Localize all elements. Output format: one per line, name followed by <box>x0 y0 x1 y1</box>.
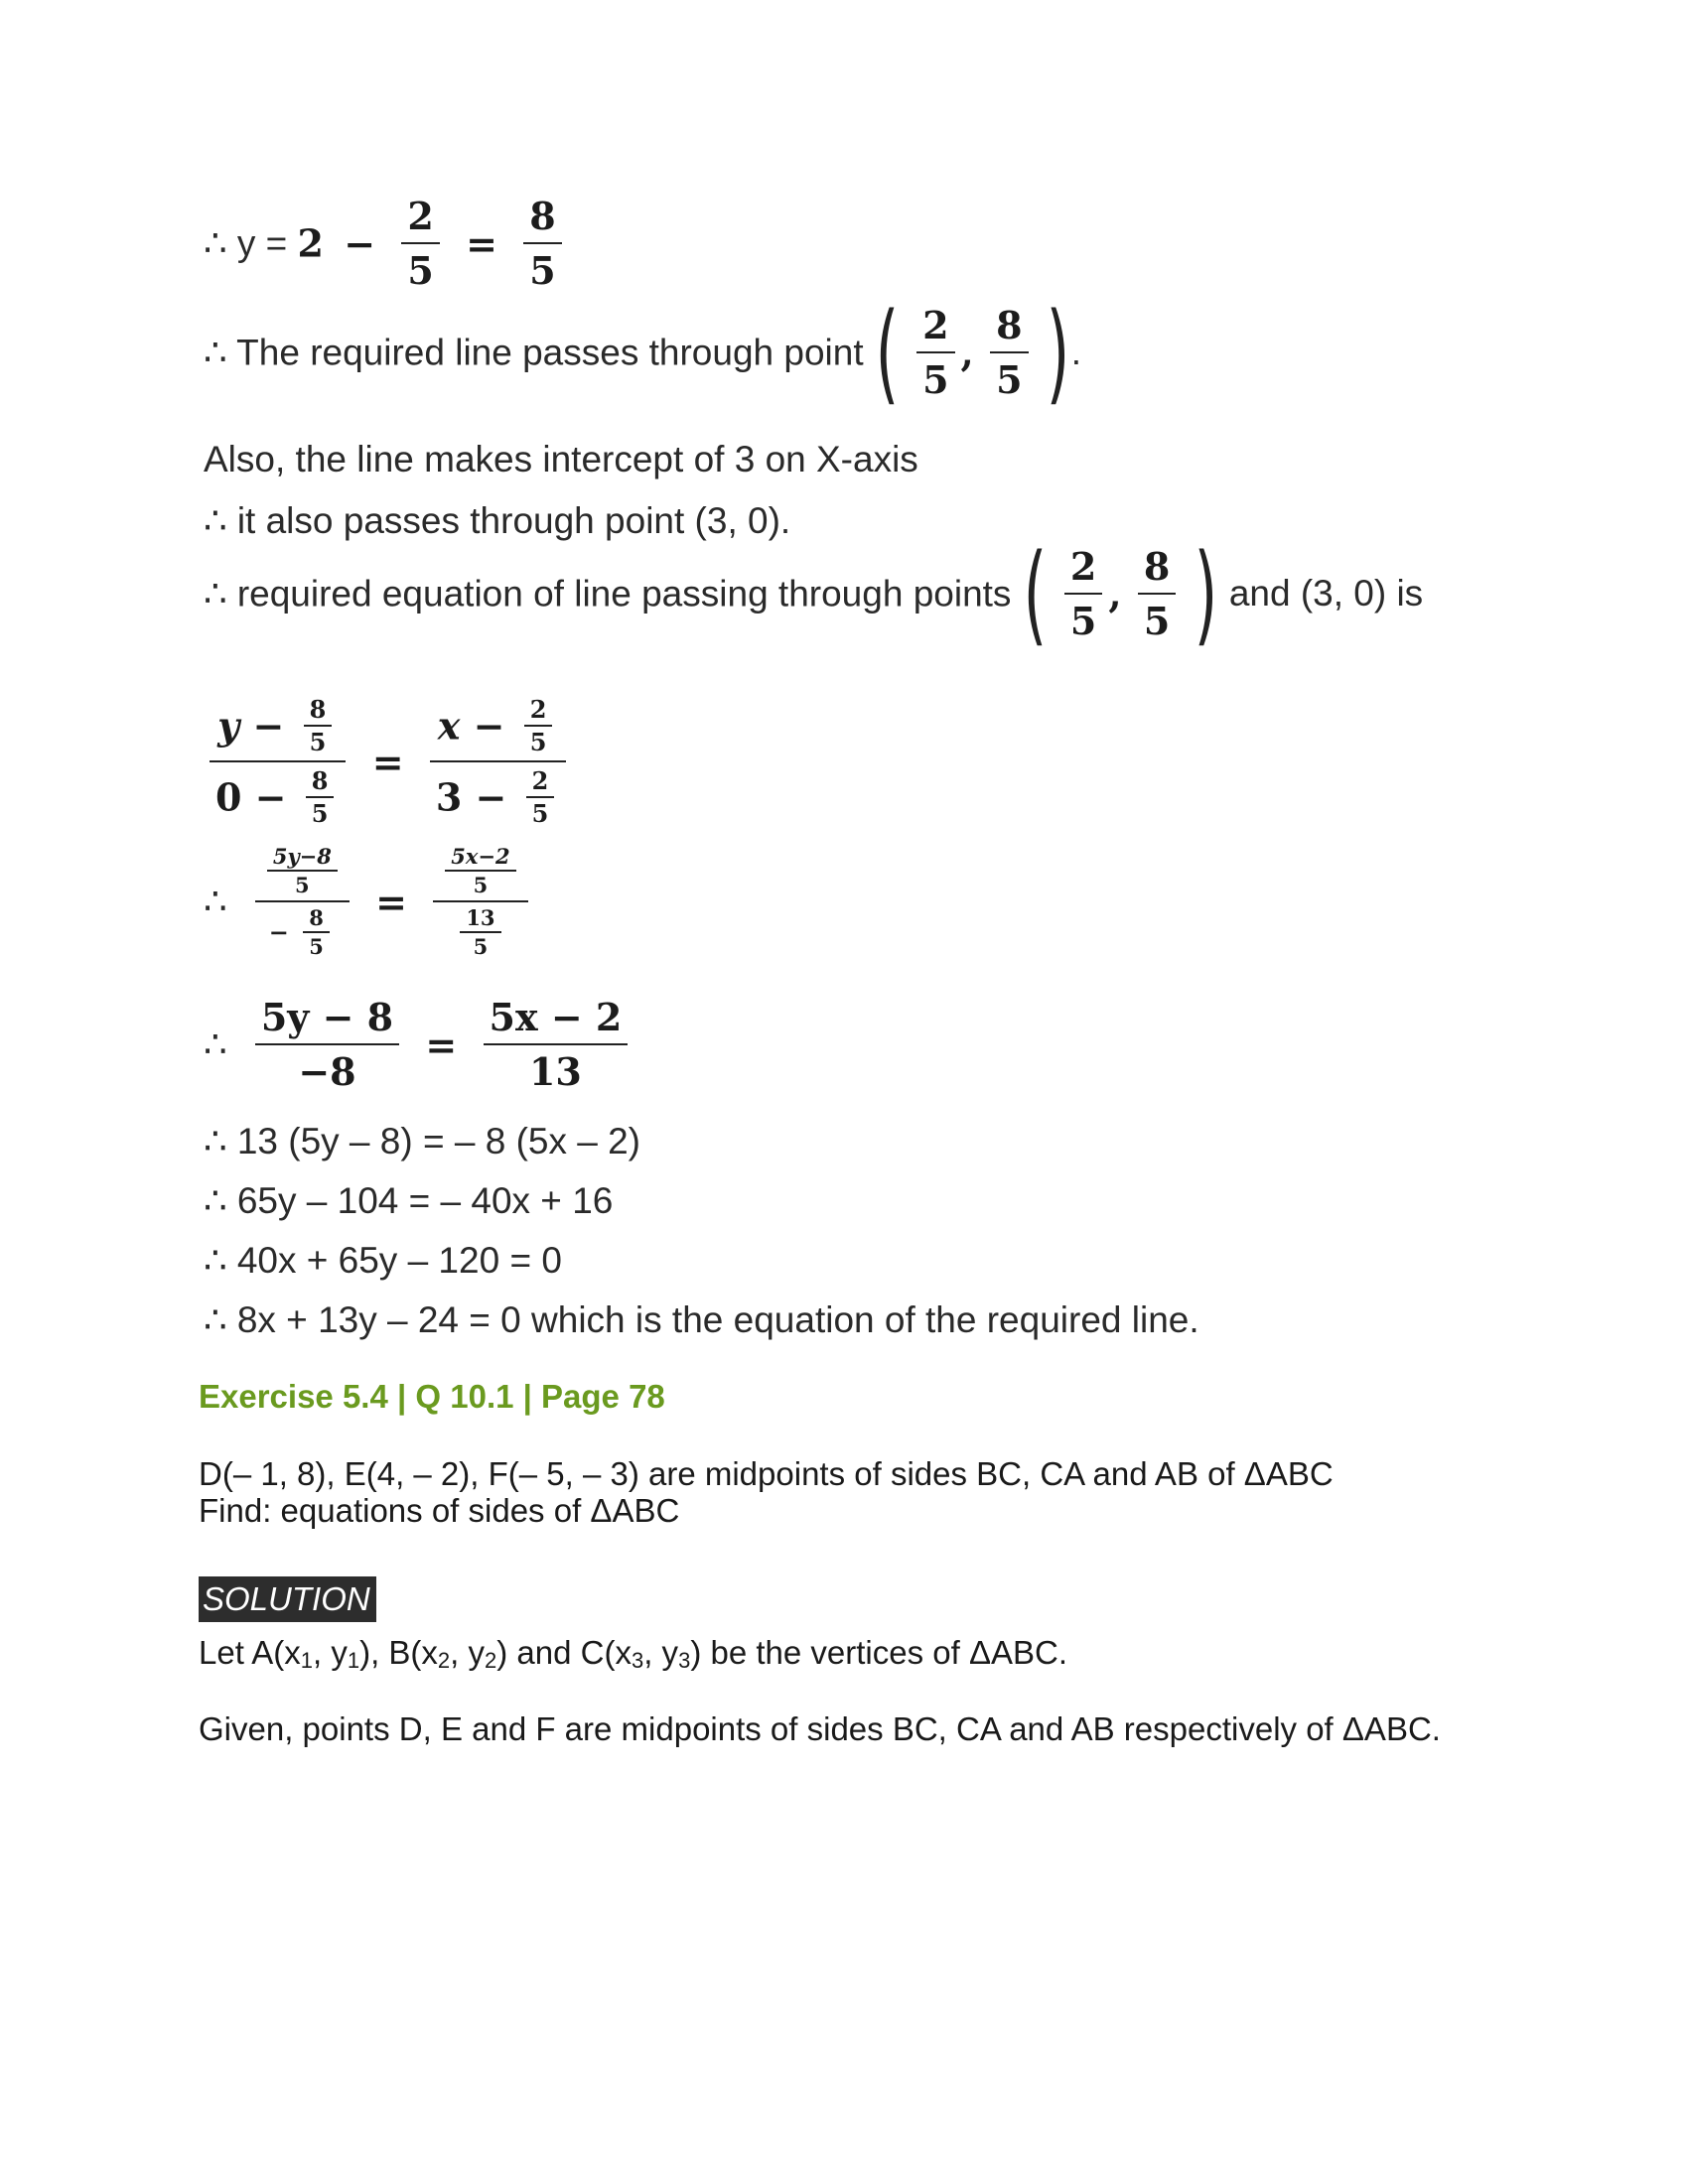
equals-sign: = <box>466 220 497 266</box>
fraction-denominator: 5 <box>922 357 949 402</box>
fraction <box>990 303 1028 402</box>
fraction-denominator: 5 <box>996 357 1023 402</box>
small-fraction <box>304 695 333 756</box>
fraction-numerator: 5x−2 <box>451 844 510 869</box>
fraction-numerator: 8 <box>996 303 1023 347</box>
therefore-symbol: ∴ <box>204 1023 227 1066</box>
solution-badge: SOLUTION <box>199 1576 376 1622</box>
fraction-denominator: 5 <box>311 799 329 828</box>
subscript: 3 <box>678 1648 691 1673</box>
fraction-denominator: −8 <box>298 1049 356 1094</box>
small-fraction <box>303 905 330 959</box>
fraction-denominator: 5 <box>473 934 489 959</box>
fraction <box>430 695 566 828</box>
fraction-numerator: 2 <box>531 766 549 795</box>
small-fraction <box>460 905 500 959</box>
equation-step-1: ∴ 13 (5y – 8) = – 8 (5x – 2) <box>204 1121 641 1161</box>
subscript: 2 <box>437 1648 451 1673</box>
fraction-denominator: 5 <box>295 873 310 897</box>
text-fragment: ), B(x <box>359 1634 438 1671</box>
fraction-denominator: 5 <box>1143 599 1171 643</box>
text-fragment: ) and C(x <box>496 1634 632 1671</box>
fraction-bar <box>484 1043 629 1045</box>
fraction-numerator <box>433 844 527 897</box>
subscript: 1 <box>347 1648 360 1673</box>
fraction-numerator: 2 <box>529 695 547 724</box>
statement-text: ∴ required equation of line passing through points <box>204 573 1012 614</box>
fraction <box>1138 544 1176 643</box>
fraction-numerator: 8 <box>1143 544 1171 589</box>
fraction-numerator <box>210 695 346 756</box>
fraction-denominator: 5 <box>309 728 327 756</box>
fraction-numerator: 5x − 2 <box>489 995 623 1039</box>
text-fragment: Let A(x <box>199 1634 301 1671</box>
fraction-bar <box>255 1043 399 1045</box>
fraction-denominator <box>210 766 346 828</box>
equation-cross-form <box>204 995 633 1094</box>
equation-two-point-form <box>204 695 572 828</box>
fraction-denominator <box>433 905 527 959</box>
small-fraction <box>267 844 338 897</box>
fraction-denominator <box>430 766 566 828</box>
period: . <box>1070 332 1081 372</box>
fraction-denominator: 5 <box>407 248 434 293</box>
equation-y-value <box>204 194 568 293</box>
term: − <box>268 917 289 947</box>
fraction <box>916 303 954 402</box>
right-paren: ) <box>1194 529 1217 657</box>
term: 0 − <box>215 774 287 820</box>
text-fragment: , y <box>312 1634 348 1671</box>
fraction-numerator: 2 <box>922 303 949 347</box>
fraction-bar <box>460 931 500 933</box>
fraction-denominator: 5 <box>1069 599 1097 643</box>
subscript: 3 <box>631 1648 644 1673</box>
fraction-denominator: 13 <box>528 1049 582 1094</box>
exercise-title: Exercise 5.4 | Q 10.1 | Page 78 <box>199 1378 665 1415</box>
small-fraction <box>445 844 515 897</box>
question-line-1: D(– 1, 8), E(4, – 2), F(– 5, – 3) are midpoints of sides BC, CA and AB of ΔABC <box>199 1455 1334 1492</box>
fraction <box>255 844 350 959</box>
statement-point <box>204 288 1081 416</box>
equals-sign: = <box>425 1022 458 1067</box>
fraction-bar <box>430 760 566 762</box>
small-fraction <box>526 766 555 828</box>
fraction-denominator: 5 <box>473 873 489 897</box>
left-paren: ( <box>875 288 900 416</box>
fraction-denominator: 5 <box>309 934 324 959</box>
fraction-denominator <box>255 905 350 959</box>
fraction-bar <box>303 931 330 933</box>
question-line-2: Find: equations of sides of ΔABC <box>199 1492 680 1529</box>
fraction-numerator: 8 <box>529 194 556 238</box>
small-fraction <box>524 695 553 756</box>
fraction-bar <box>526 796 555 798</box>
statement-passes: ∴ it also passes through point (3, 0). <box>204 500 791 541</box>
text-fragment: , y <box>643 1634 679 1671</box>
fraction-numerator: 8 <box>311 766 329 795</box>
fraction <box>433 844 527 959</box>
fraction-denominator: 5 <box>529 248 556 293</box>
statement-end: and (3, 0) is <box>1228 573 1424 614</box>
comma: , <box>960 330 974 375</box>
fraction-bar <box>445 870 515 872</box>
fraction-bar <box>304 725 333 727</box>
fraction-numerator: 8 <box>309 905 324 930</box>
equation-term: 2 <box>297 220 324 266</box>
fraction-bar <box>1138 593 1176 595</box>
fraction-bar <box>433 900 527 902</box>
comma: , <box>1108 571 1122 616</box>
equation-step-3: ∴ 40x + 65y – 120 = 0 <box>204 1240 562 1281</box>
right-paren: ) <box>1046 288 1070 416</box>
term: x − <box>437 703 505 749</box>
fraction-denominator: 5 <box>531 799 549 828</box>
fraction-bar <box>523 242 561 244</box>
equation-simplified-fractions <box>204 844 534 959</box>
statement-required-equation <box>204 529 1424 657</box>
fraction <box>523 194 561 293</box>
fraction-bar <box>524 725 553 727</box>
term: y − <box>217 703 285 749</box>
therefore-symbol: ∴ <box>204 880 227 923</box>
fraction <box>484 995 629 1094</box>
equals-sign: = <box>371 739 404 784</box>
solution-midpoints: Given, points D, E and F are midpoints of sides BC, CA and AB respectively of ΔABC. <box>199 1710 1441 1747</box>
fraction-bar <box>1064 593 1102 595</box>
minus-sign: − <box>344 220 376 266</box>
statement-intercept: Also, the line makes intercept of 3 on X-axis <box>204 439 918 479</box>
fraction-numerator <box>430 695 566 756</box>
statement-text: ∴ The required line passes through point <box>204 332 864 373</box>
fraction-denominator: 5 <box>529 728 547 756</box>
fraction-numerator: 2 <box>407 194 434 238</box>
fraction-bar <box>210 760 346 762</box>
subscript: 2 <box>485 1648 497 1673</box>
fraction-numerator: 2 <box>1069 544 1097 589</box>
fraction-numerator: 8 <box>309 695 327 724</box>
fraction <box>401 194 439 293</box>
equals-sign: = <box>375 879 407 924</box>
fraction-numerator: 5y−8 <box>272 844 332 869</box>
fraction-numerator: 13 <box>466 905 495 930</box>
fraction-numerator: 5y − 8 <box>260 995 394 1039</box>
fraction-bar <box>401 242 439 244</box>
solution-vertices <box>199 1634 1067 1674</box>
equation-step-2: ∴ 65y – 104 = – 40x + 16 <box>204 1180 614 1221</box>
fraction <box>1064 544 1102 643</box>
left-paren: ( <box>1023 529 1047 657</box>
fraction-bar <box>267 870 338 872</box>
small-fraction <box>306 766 335 828</box>
fraction-bar <box>306 796 335 798</box>
fraction <box>255 995 399 1094</box>
subscript: 1 <box>300 1648 313 1673</box>
fraction <box>210 695 346 828</box>
fraction-bar <box>990 351 1028 353</box>
fraction-numerator <box>255 844 350 897</box>
text-fragment: ) be the vertices of ΔABC. <box>690 1634 1068 1671</box>
fraction-bar <box>916 351 954 353</box>
equation-final: ∴ 8x + 13y – 24 = 0 which is the equation of the required line. <box>204 1299 1199 1340</box>
fraction-bar <box>255 900 350 902</box>
term: 3 − <box>435 774 507 820</box>
equation-prefix: ∴ y = <box>204 222 298 264</box>
text-fragment: , y <box>450 1634 485 1671</box>
